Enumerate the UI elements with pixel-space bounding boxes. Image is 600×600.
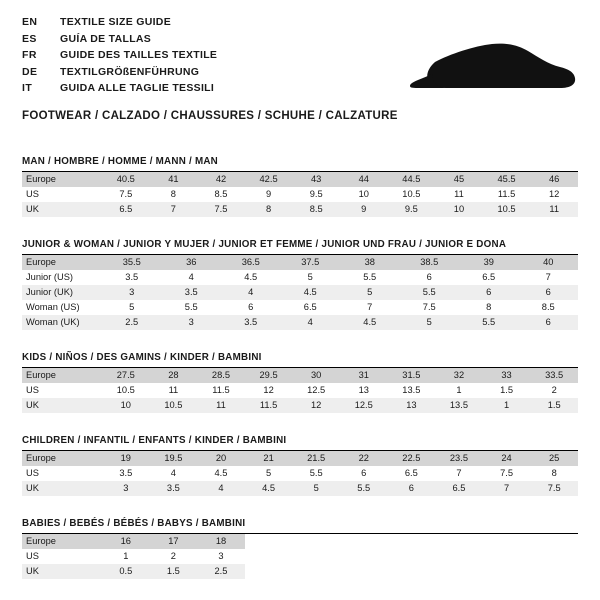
cell: 44 bbox=[340, 172, 388, 187]
table-row bbox=[22, 368, 578, 383]
block-title: MAN / HOMBRE / HOMME / MANN / MAN bbox=[22, 156, 219, 167]
cell: 5 bbox=[400, 315, 460, 330]
cell: 4.5 bbox=[245, 481, 293, 496]
row-label: Woman (US) bbox=[22, 300, 102, 315]
cell-empty bbox=[245, 564, 293, 579]
cell: 2.5 bbox=[197, 564, 245, 579]
cell: 6 bbox=[400, 270, 460, 285]
cell: 3 bbox=[102, 285, 162, 300]
block-title: CHILDREN / INFANTIL / ENFANTS / KINDER / BAMBINI bbox=[22, 435, 287, 446]
cell: 8 bbox=[150, 187, 198, 202]
cell: 12 bbox=[245, 383, 293, 398]
cell: 9.5 bbox=[388, 202, 436, 217]
cell: 12 bbox=[530, 187, 578, 202]
cell: 46 bbox=[530, 172, 578, 187]
cell-empty bbox=[245, 549, 293, 564]
cell: 5.5 bbox=[400, 285, 460, 300]
cell: 40 bbox=[519, 255, 579, 270]
row-label: UK bbox=[22, 398, 102, 413]
cell: 11.5 bbox=[197, 383, 245, 398]
cell: 4 bbox=[197, 481, 245, 496]
table-row bbox=[22, 172, 578, 187]
cell-empty bbox=[483, 549, 531, 564]
cell: 1 bbox=[483, 398, 531, 413]
cell: 7.5 bbox=[400, 300, 460, 315]
cell: 33.5 bbox=[530, 368, 578, 383]
row-label: Junior (US) bbox=[22, 270, 102, 285]
cell: 22 bbox=[340, 451, 388, 466]
language-title-list bbox=[22, 16, 217, 99]
table-row bbox=[22, 187, 578, 202]
cell-empty bbox=[340, 534, 388, 549]
table-row bbox=[22, 398, 578, 413]
table-row bbox=[22, 300, 578, 315]
cell: 28.5 bbox=[197, 368, 245, 383]
cell-empty bbox=[435, 549, 483, 564]
cell: 7 bbox=[519, 270, 579, 285]
cell: 8 bbox=[245, 202, 293, 217]
cell: 4.5 bbox=[221, 270, 281, 285]
cell: 7 bbox=[150, 202, 198, 217]
size-block-junior-woman bbox=[22, 239, 578, 330]
cell: 21 bbox=[245, 451, 293, 466]
cell: 4 bbox=[281, 315, 341, 330]
cell-empty bbox=[388, 549, 436, 564]
cell: 2.5 bbox=[102, 315, 162, 330]
cell: 4 bbox=[221, 285, 281, 300]
cell: 5 bbox=[340, 285, 400, 300]
cell: 10.5 bbox=[483, 202, 531, 217]
row-label: US bbox=[22, 466, 102, 481]
cell: 3.5 bbox=[102, 270, 162, 285]
row-label: UK bbox=[22, 481, 102, 496]
cell-empty bbox=[340, 564, 388, 579]
cell-empty bbox=[292, 534, 340, 549]
cell: 5.5 bbox=[292, 466, 340, 481]
cell: 11 bbox=[435, 187, 483, 202]
language-code: ES bbox=[22, 32, 37, 45]
cell: 38 bbox=[340, 255, 400, 270]
language-title: GUÍA DE TALLAS bbox=[60, 32, 152, 45]
cell: 8 bbox=[459, 300, 519, 315]
cell: 13 bbox=[388, 398, 436, 413]
cell: 4.5 bbox=[340, 315, 400, 330]
cell-empty bbox=[245, 534, 293, 549]
cell: 3.5 bbox=[150, 481, 198, 496]
language-title-rows bbox=[22, 16, 217, 99]
cell: 11 bbox=[197, 398, 245, 413]
cell: 2 bbox=[530, 383, 578, 398]
cell: 39 bbox=[459, 255, 519, 270]
cell: 38.5 bbox=[400, 255, 460, 270]
cell: 6 bbox=[340, 466, 388, 481]
row-label: Junior (UK) bbox=[22, 285, 102, 300]
cell: 12 bbox=[292, 398, 340, 413]
cell: 35.5 bbox=[102, 255, 162, 270]
cell: 20 bbox=[197, 451, 245, 466]
cell: 8 bbox=[530, 466, 578, 481]
cell-empty bbox=[292, 549, 340, 564]
row-label: US bbox=[22, 187, 102, 202]
cell: 10 bbox=[340, 187, 388, 202]
cell: 7.5 bbox=[197, 202, 245, 217]
cell: 13 bbox=[340, 383, 388, 398]
size-table-man bbox=[22, 172, 578, 217]
cell: 5 bbox=[102, 300, 162, 315]
row-label: Woman (UK) bbox=[22, 315, 102, 330]
table-row bbox=[22, 315, 578, 330]
cell: 37.5 bbox=[281, 255, 341, 270]
cell: 6 bbox=[459, 285, 519, 300]
cell: 3.5 bbox=[162, 285, 222, 300]
table-row bbox=[22, 255, 578, 270]
cell: 11 bbox=[150, 383, 198, 398]
cell-empty bbox=[292, 564, 340, 579]
cell: 25 bbox=[530, 451, 578, 466]
cell: 21.5 bbox=[292, 451, 340, 466]
row-label: US bbox=[22, 549, 102, 564]
cell: 40.5 bbox=[102, 172, 150, 187]
language-code: IT bbox=[22, 82, 33, 94]
cell: 42 bbox=[197, 172, 245, 187]
cell: 30 bbox=[292, 368, 340, 383]
cell: 36.5 bbox=[221, 255, 281, 270]
size-table-junior-woman bbox=[22, 255, 578, 330]
size-table-babies bbox=[22, 534, 578, 579]
cell: 10 bbox=[102, 398, 150, 413]
cell: 1.5 bbox=[483, 383, 531, 398]
language-row bbox=[22, 33, 217, 50]
row-label: Europe bbox=[22, 172, 102, 187]
cell: 16 bbox=[102, 534, 150, 549]
cell: 10.5 bbox=[388, 187, 436, 202]
cell: 13.5 bbox=[435, 398, 483, 413]
cell: 17 bbox=[150, 534, 198, 549]
cell: 8.5 bbox=[292, 202, 340, 217]
cell: 7.5 bbox=[530, 481, 578, 496]
cell: 11.5 bbox=[245, 398, 293, 413]
cell: 3 bbox=[197, 549, 245, 564]
cell: 4.5 bbox=[281, 285, 341, 300]
cell: 5.5 bbox=[340, 481, 388, 496]
cell: 12.5 bbox=[292, 383, 340, 398]
language-code: DE bbox=[22, 65, 38, 78]
language-row bbox=[22, 66, 217, 83]
language-row bbox=[22, 16, 217, 33]
dress-shoe-icon bbox=[388, 34, 578, 104]
size-block-kids bbox=[22, 352, 578, 413]
row-label: Europe bbox=[22, 368, 102, 383]
cell: 0.5 bbox=[102, 564, 150, 579]
cell: 45 bbox=[435, 172, 483, 187]
block-title: KIDS / NIÑOS / DES GAMINS / KINDER / BAMBINI bbox=[22, 352, 262, 363]
table-row bbox=[22, 534, 578, 549]
cell: 11 bbox=[530, 202, 578, 217]
cell: 24 bbox=[483, 451, 531, 466]
size-block-children bbox=[22, 435, 578, 496]
cell-empty bbox=[340, 549, 388, 564]
cell: 31 bbox=[340, 368, 388, 383]
cell: 10 bbox=[435, 202, 483, 217]
cell: 6 bbox=[519, 315, 579, 330]
size-block-babies bbox=[22, 518, 578, 579]
row-label: UK bbox=[22, 564, 102, 579]
cell: 6.5 bbox=[459, 270, 519, 285]
row-label: UK bbox=[22, 202, 102, 217]
cell-empty bbox=[388, 534, 436, 549]
language-title: GUIDE DES TAILLES TEXTILE bbox=[60, 49, 218, 61]
cell: 19 bbox=[102, 451, 150, 466]
cell-empty bbox=[483, 534, 531, 549]
cell: 6 bbox=[519, 285, 579, 300]
cell: 5.5 bbox=[340, 270, 400, 285]
cell: 5.5 bbox=[459, 315, 519, 330]
language-row bbox=[22, 49, 217, 66]
table-row bbox=[22, 383, 578, 398]
cell: 29.5 bbox=[245, 368, 293, 383]
cell: 44.5 bbox=[388, 172, 436, 187]
row-label: US bbox=[22, 383, 102, 398]
size-table-children bbox=[22, 451, 578, 496]
cell: 3.5 bbox=[221, 315, 281, 330]
table-row bbox=[22, 564, 578, 579]
cell-empty bbox=[530, 564, 578, 579]
cell-empty bbox=[435, 564, 483, 579]
cell: 2 bbox=[150, 549, 198, 564]
cell: 9.5 bbox=[292, 187, 340, 202]
cell: 43 bbox=[292, 172, 340, 187]
table-row bbox=[22, 285, 578, 300]
table-row bbox=[22, 270, 578, 285]
row-label: Europe bbox=[22, 255, 102, 270]
cell: 6.5 bbox=[102, 202, 150, 217]
cell: 10.5 bbox=[150, 398, 198, 413]
cell: 4.5 bbox=[197, 466, 245, 481]
cell: 27.5 bbox=[102, 368, 150, 383]
cell: 4 bbox=[150, 466, 198, 481]
cell: 6 bbox=[388, 481, 436, 496]
cell-empty bbox=[530, 534, 578, 549]
footwear-category-title: FOOTWEAR / CALZADO / CHAUSSURES / SCHUHE / CALZATURE bbox=[22, 109, 398, 122]
cell: 9 bbox=[245, 187, 293, 202]
cell: 7.5 bbox=[483, 466, 531, 481]
row-label: Europe bbox=[22, 534, 102, 549]
cell: 3 bbox=[102, 481, 150, 496]
table-row bbox=[22, 451, 578, 466]
language-code: EN bbox=[22, 16, 38, 28]
cell: 31.5 bbox=[388, 368, 436, 383]
cell: 41 bbox=[150, 172, 198, 187]
row-label: Europe bbox=[22, 451, 102, 466]
cell: 6.5 bbox=[435, 481, 483, 496]
table-row bbox=[22, 481, 578, 496]
cell: 5 bbox=[245, 466, 293, 481]
cell: 1.5 bbox=[530, 398, 578, 413]
table-row bbox=[22, 202, 578, 217]
cell: 10.5 bbox=[102, 383, 150, 398]
cell: 8.5 bbox=[197, 187, 245, 202]
block-title: BABIES / BEBÉS / BÉBÉS / BABYS / BAMBINI bbox=[22, 518, 246, 529]
cell: 9 bbox=[340, 202, 388, 217]
cell-empty bbox=[483, 564, 531, 579]
language-title: GUIDA ALLE TAGLIE TESSILI bbox=[60, 82, 215, 94]
cell: 6.5 bbox=[388, 466, 436, 481]
block-title: JUNIOR & WOMAN / JUNIOR Y MUJER / JUNIOR ET FEMME / JUNIOR UND FRAU / JUNIOR E DONA bbox=[22, 239, 507, 250]
cell: 7 bbox=[340, 300, 400, 315]
language-code: FR bbox=[22, 49, 37, 61]
cell: 1.5 bbox=[150, 564, 198, 579]
cell: 33 bbox=[483, 368, 531, 383]
cell: 5.5 bbox=[162, 300, 222, 315]
cell: 13.5 bbox=[388, 383, 436, 398]
cell: 22.5 bbox=[388, 451, 436, 466]
cell-empty bbox=[530, 549, 578, 564]
size-table-kids bbox=[22, 368, 578, 413]
cell: 45.5 bbox=[483, 172, 531, 187]
cell-empty bbox=[435, 534, 483, 549]
cell: 4 bbox=[162, 270, 222, 285]
cell: 11.5 bbox=[483, 187, 531, 202]
cell: 5 bbox=[281, 270, 341, 285]
cell: 1 bbox=[102, 549, 150, 564]
cell: 19.5 bbox=[150, 451, 198, 466]
cell: 3 bbox=[162, 315, 222, 330]
cell: 3.5 bbox=[102, 466, 150, 481]
cell: 6 bbox=[221, 300, 281, 315]
language-title: TEXTILE SIZE GUIDE bbox=[60, 16, 171, 28]
cell: 6.5 bbox=[281, 300, 341, 315]
cell: 28 bbox=[150, 368, 198, 383]
cell: 7.5 bbox=[102, 187, 150, 202]
size-block-man bbox=[22, 156, 578, 217]
cell: 12.5 bbox=[340, 398, 388, 413]
cell: 5 bbox=[292, 481, 340, 496]
cell: 23.5 bbox=[435, 451, 483, 466]
cell: 18 bbox=[197, 534, 245, 549]
language-title: TEXTILGRÖßENFÜHRUNG bbox=[60, 65, 200, 78]
language-row bbox=[22, 82, 217, 99]
page-header bbox=[22, 16, 578, 122]
cell: 32 bbox=[435, 368, 483, 383]
cell: 8.5 bbox=[519, 300, 579, 315]
cell: 42.5 bbox=[245, 172, 293, 187]
cell: 7 bbox=[435, 466, 483, 481]
cell: 36 bbox=[162, 255, 222, 270]
table-row bbox=[22, 549, 578, 564]
table-row bbox=[22, 466, 578, 481]
cell: 1 bbox=[435, 383, 483, 398]
cell: 7 bbox=[483, 481, 531, 496]
cell-empty bbox=[388, 564, 436, 579]
